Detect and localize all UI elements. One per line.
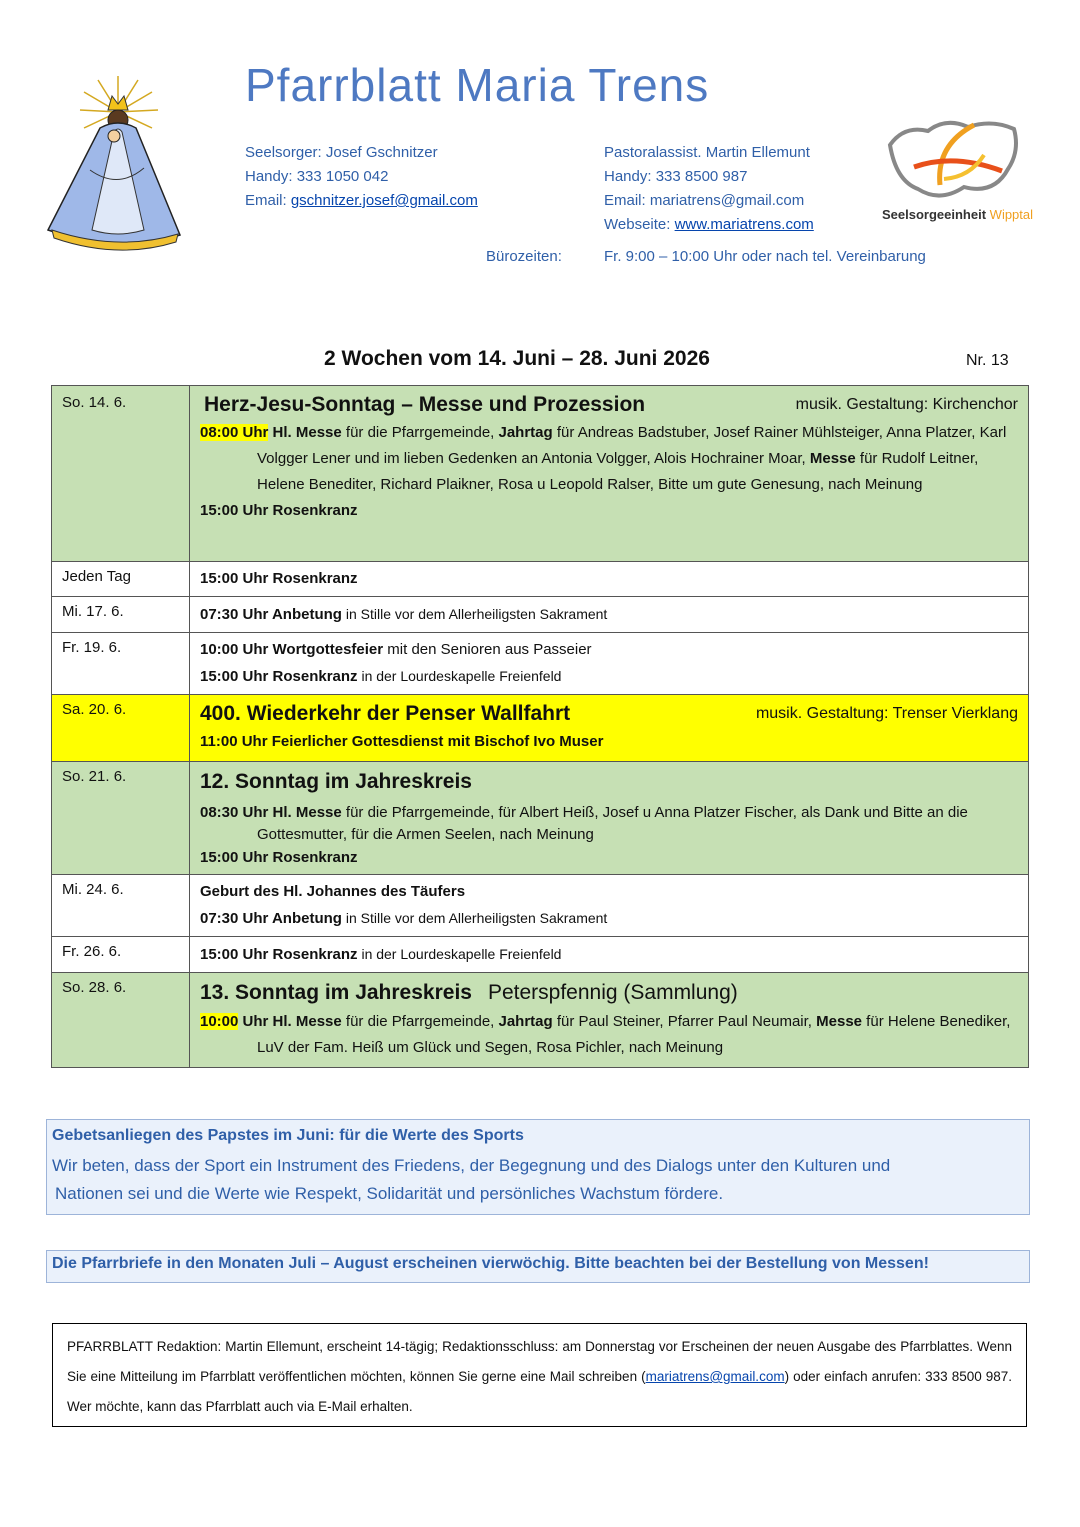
footer-text: ) oder einfach anrufen: 333 8500 987. Wer möchte, kann das Pfarrblatt auch via E-Mail erhalten. (67, 1369, 1013, 1414)
row-content (190, 633, 1029, 695)
event-heading (200, 977, 1018, 1009)
event-time: 07:30 Uhr Anbetung (200, 910, 342, 927)
summer-notice: Die Pfarrbriefe in den Monaten Juli – August erscheinen vierwöchig. Bitte beachten bei der Bestellung von Messen! (46, 1250, 1030, 1283)
row-content (190, 875, 1029, 937)
schedule-table (51, 385, 1029, 1068)
event-time: 15:00 Uhr Rosenkranz (200, 668, 358, 685)
event-title: 400. Wiederkehr der Penser Wallfahrt (200, 702, 571, 725)
event-detail: mit den Senioren aus Passeier (383, 641, 592, 658)
issue-number: Nr. 13 (966, 352, 1009, 369)
pastor-contact (245, 141, 478, 213)
table-row (52, 695, 1029, 762)
editorial-footer (52, 1323, 1027, 1427)
table-row (52, 937, 1029, 973)
table-row (52, 633, 1029, 695)
row-content (190, 597, 1029, 633)
office-hours-label: Bürozeiten: (486, 248, 562, 265)
row-content (190, 937, 1029, 973)
row-content (190, 562, 1029, 597)
mass-time: 10:00 (200, 1013, 239, 1030)
pastor-phone: Handy: 333 1050 042 (245, 168, 389, 185)
table-row (52, 597, 1029, 633)
row-date: So. 21. 6. (52, 762, 190, 875)
madonna-illustration (40, 70, 190, 260)
pastor-name: Seelsorger: Josef Gschnitzer (245, 144, 438, 161)
rosary-line: 15:00 Uhr Rosenkranz (200, 849, 358, 866)
event-detail: in der Lourdeskapelle Freienfeld (357, 668, 562, 684)
table-row (52, 562, 1029, 597)
mass-time: 08:00 Uhr (200, 424, 269, 441)
mass-part: für Rudolf Leitner, Helene Benediter, Richard Plaikner, Rosa u Leopold Ralser, Bitte um gute Genesung, nach Meinung (257, 450, 979, 493)
mass-text (200, 1009, 1018, 1061)
event-title: 13. Sonntag im Jahreskreis (200, 981, 472, 1004)
row-content (190, 386, 1029, 562)
rosary-line: 15:00 Uhr Rosenkranz (200, 502, 358, 519)
mass-time: 08:30 Uhr Hl. Messe (200, 804, 342, 821)
mass-label: Hl. Messe (268, 424, 342, 441)
week-title: 2 Wochen vom 14. Juni – 28. Juni 2026 (324, 347, 710, 370)
row-date: Fr. 26. 6. (52, 937, 190, 973)
page-title: Pfarrblatt Maria Trens (245, 59, 710, 111)
event-title: Herz-Jesu-Sonntag – Messe und Prozession (204, 393, 646, 416)
row-date: Mi. 17. 6. (52, 597, 190, 633)
pope-prayer-heading: Gebetsanliegen des Papstes im Juni: für die Werte des Sports (52, 1127, 524, 1144)
music-note: musik. Gestaltung: Trenser Vierklang (755, 705, 1018, 722)
logo-text: Seelsorgeeinheit (882, 207, 987, 222)
office-hours-value: Fr. 9:00 – 10:00 Uhr oder nach tel. Vereinbarung (604, 248, 926, 265)
website-line (604, 213, 814, 237)
website-label: Webseite: (604, 216, 675, 233)
pastor-email-link[interactable]: gschnitzer.josef@gmail.com (290, 192, 478, 209)
mass-part: für die Pfarrgemeinde, (341, 424, 499, 441)
event-title: Geburt des Hl. Johannes des Täufers (200, 883, 466, 900)
table-row (52, 973, 1029, 1068)
mass-text (200, 420, 1018, 498)
footer-email-link[interactable]: mariatrens@gmail.com (645, 1369, 785, 1384)
event-time: 07:30 Uhr Anbetung (200, 606, 342, 623)
mass-part: für Paul Steiner, Pfarrer Paul Neumair, (552, 1013, 817, 1030)
row-content (190, 695, 1029, 762)
logo-caption (882, 207, 1033, 222)
email-label: Email: (245, 192, 291, 209)
jahrtag-label: Jahrtag (498, 1013, 553, 1030)
pope-prayer-text (52, 1152, 1024, 1208)
messe-label: Messe (809, 450, 856, 467)
website-link[interactable]: www.mariatrens.com (674, 216, 814, 233)
row-date: Jeden Tag (52, 562, 190, 597)
footer-text: PFARRBLATT Redaktion: Martin Ellemunt, erscheint 14-tägig; Redaktionsschluss: am Donnerstag vor Erscheinen der neuen Ausgabe des Pfarrblattes. Wenn Sie eine Mitteilung im Pfarrblatt veröffentlichen möchten, können Sie gerne eine Mail schreiben ( (67, 1339, 1012, 1384)
event-detail: in Stille vor dem Allerheiligsten Sakrament (341, 606, 608, 622)
table-row (52, 762, 1029, 875)
event-detail: in der Lourdeskapelle Freienfeld (357, 946, 562, 962)
event-heading (200, 699, 1018, 729)
event-time: 10:00 Uhr Wortgottesfeier (200, 641, 384, 658)
seelsorgeeinheit-logo (884, 115, 1022, 207)
event-title: 12. Sonntag im Jahreskreis (200, 770, 472, 793)
mass-text (200, 802, 1018, 846)
row-date: So. 14. 6. (52, 386, 190, 562)
row-content (190, 973, 1029, 1068)
mass-label: Uhr Hl. Messe (238, 1013, 342, 1030)
row-date: Fr. 19. 6. (52, 633, 190, 695)
row-content (190, 762, 1029, 875)
table-row (52, 875, 1029, 937)
assistant-email: Email: mariatrens@gmail.com (604, 192, 805, 209)
messe-label: Messe (816, 1013, 863, 1030)
assistant-name: Pastoralassist. Martin Ellemunt (604, 144, 810, 161)
event-time: 11:00 Uhr Feierlicher Gottesdienst mit Bischof Ivo Muser (200, 733, 604, 750)
mass-part: für Andreas Badstuber, Josef Rainer Mühlsteiger, Anna Platzer, Karl Volgger Lener und im lieben Gedenken an Antonia Volgger, Alois Hochrainer Moar, (257, 424, 1007, 467)
assistant-phone: Handy: 333 8500 987 (604, 168, 748, 185)
row-date: Sa. 20. 6. (52, 695, 190, 762)
mass-part: für die Pfarrgemeinde, (341, 1013, 499, 1030)
table-row (52, 386, 1029, 562)
assistant-contact (604, 141, 814, 237)
pope-prayer-line: Nationen sei und die Werte wie Respekt, Solidarität und persönliches Wachstum fördere. (55, 1184, 724, 1203)
event-detail: in Stille vor dem Allerheiligsten Sakrament (341, 910, 608, 926)
event-time: 15:00 Uhr Rosenkranz (200, 946, 358, 963)
pastor-email-line (245, 189, 478, 213)
event-subtitle: Peterspfennig (Sammlung) (487, 981, 738, 1004)
mass-part: für Helene Benediker, LuV der Fam. Heiß um Glück und Segen, Rosa Pichler, nach Meinung (257, 1013, 1011, 1056)
jahrtag-label: Jahrtag (498, 424, 553, 441)
row-date: Mi. 24. 6. (52, 875, 190, 937)
mass-part: für die Pfarrgemeinde, für Albert Heiß, Josef u Anna Platzer Fischer, als Dank und Bitte an die Gottesmutter, für die Armen Seelen, nach Meinung (257, 804, 968, 843)
logo-text-wipptal: Wipptal (989, 207, 1034, 222)
rosary-line: 15:00 Uhr Rosenkranz (200, 570, 358, 587)
event-heading (200, 390, 1018, 420)
row-date: So. 28. 6. (52, 973, 190, 1068)
pope-prayer-line: Wir beten, dass der Sport ein Instrument des Friedens, der Begegnung und des Dialogs unter den Kulturen und (52, 1156, 891, 1175)
music-note: musik. Gestaltung: Kirchenchor (795, 396, 1018, 413)
pope-prayer-box (46, 1119, 1030, 1215)
